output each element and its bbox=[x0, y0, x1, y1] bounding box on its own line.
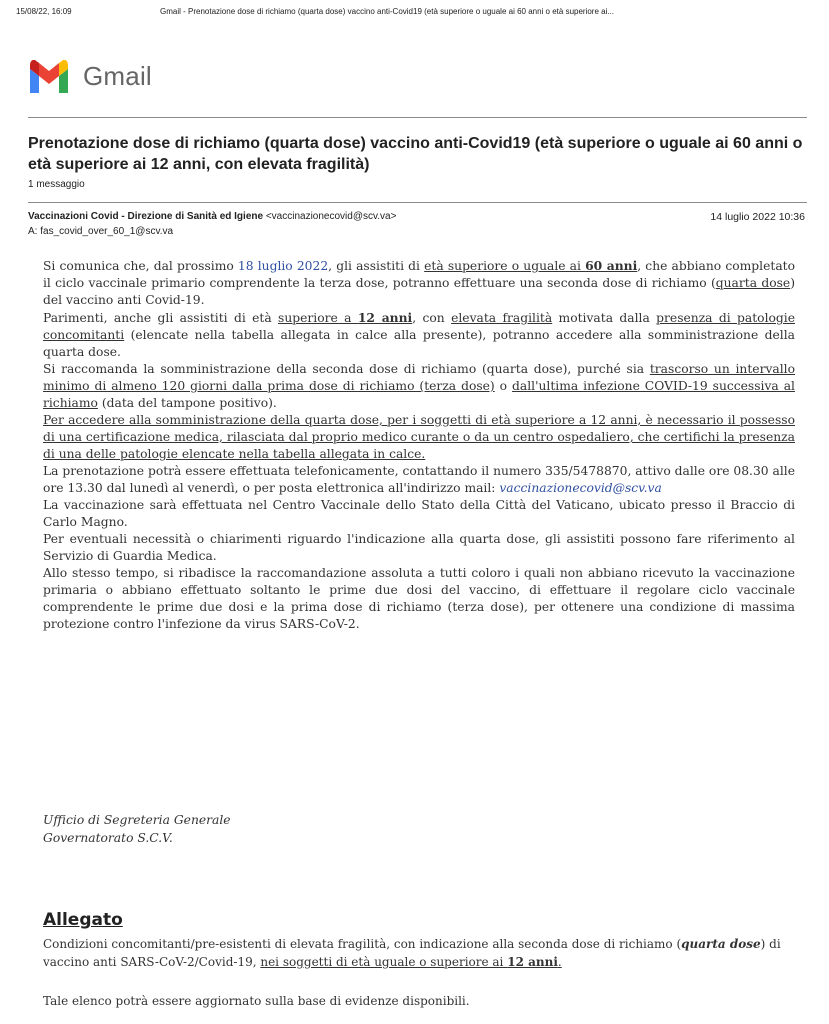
paragraph-4: Per accedere alla somministrazione della quarta dose, per i soggetti di età superiore a 12 anni, è necessario il possesso di una certificazione medica, rilasciata dal proprio medico curante o da un centro ospedaliero, che certifichi la presenza di una delle patologie elencate nella tabella allegata in calce. bbox=[43, 413, 795, 461]
sender-email: <vaccinazionecovid@scv.va> bbox=[265, 211, 397, 222]
email-date: 14 luglio 2022 10:36 bbox=[710, 211, 805, 223]
signature bbox=[43, 811, 231, 847]
sender-name: Vaccinazioni Covid - Direzione di Sanità ed Igiene bbox=[28, 211, 264, 222]
paragraph-3: Si raccomanda la somministrazione della seconda dose di richiamo (quarta dose), purché sia trascorso un intervallo minimo di almeno 120 giorni dalla prima dose di richiamo (terza dose) o dall'ultima infezione COVID-19 successiva al richiamo (data del tampone positivo). bbox=[43, 362, 796, 410]
paragraph-6: La vaccinazione sarà effettuata nel Centro Vaccinale dello Stato della Città del Vaticano, ubicato presso il Braccio di Carlo Magno. bbox=[43, 498, 795, 529]
paragraph-2: Parimenti, anche gli assistiti di età superiore a 12 anni, con elevata fragilità motivata dalla presenza di patologie concomitanti (elencate nella tabella allegata in calce alla presente), potranno accedere alla somministrazione della quarta dose. bbox=[43, 310, 796, 359]
paragraph-1: Si comunica che, dal prossimo 18 luglio 2022, gli assistiti di età superiore o uguale ai 60 anni, che abbiano completato il ciclo vaccinale primario comprendente la terza dose, potranno effettuare una seconda dose di richiamo (quarta dose) del vaccino anti Covid-19. bbox=[43, 258, 796, 307]
header-divider bbox=[28, 117, 807, 118]
paragraph-8: Allo stesso tempo, si ribadisce la raccomandazione assoluta a tutti coloro i quali non abbiano ricevuto la vaccinazione primaria o abbiano effettuato soltanto le prime due dosi del vaccino, di effettuare il regolare ciclo vaccinale comprendente le prime due dosi e la prima dose di richiamo (terza dose), per ottenere una condizione di massima protezione contro l'infezione da virus SARS-CoV-2. bbox=[43, 566, 795, 631]
contact-email-link[interactable]: vaccinazionecovid@scv.va bbox=[499, 481, 662, 495]
gmail-logo bbox=[27, 58, 152, 94]
message-count: 1 messaggio bbox=[28, 179, 85, 190]
gmail-m-logo-icon bbox=[27, 60, 71, 93]
print-header bbox=[16, 7, 816, 23]
paragraph-7: Per eventuali necessità o chiarimenti riguardo l'indicazione alla quarta dose, gli assistiti possono fare riferimento al Servizio di Guardia Medica. bbox=[43, 532, 795, 563]
attachment-note: Tale elenco potrà essere aggiornato sulla base di evidenze disponibili. bbox=[43, 994, 470, 1008]
subject-divider bbox=[28, 202, 807, 203]
signature-line-1: Ufficio di Segreteria Generale bbox=[43, 813, 231, 827]
paragraph-5: La prenotazione potrà essere effettuata telefonicamente, contattando il numero 335/5478870, attivo dalle ore 08.30 alle ore 13.30 dal lunedì al venerdì, o per posta elettronica all'indirizzo mail: vaccinazionecovid@scv.va bbox=[43, 464, 795, 495]
start-date: 18 luglio 2022 bbox=[237, 259, 329, 273]
email-body bbox=[43, 257, 795, 633]
attachment-description: Condizioni concomitanti/pre-esistenti di elevata fragilità, con indicazione alla seconda dose di richiamo (quarta dose) di vaccino anti SARS-CoV-2/Covid-19, nei soggetti di età uguale o superiore ai 12 anni. bbox=[43, 937, 781, 969]
attachment-title: Allegato bbox=[43, 910, 123, 930]
email-subject: Prenotazione dose di richiamo (quarta dose) vaccino anti-Covid19 (età superiore o uguale ai 60 anni o età superiore ai 12 anni, con elevata fragilità) bbox=[28, 135, 803, 173]
sender-line bbox=[28, 211, 396, 222]
signature-line-2: Governatorato S.C.V. bbox=[43, 831, 173, 845]
gmail-wordmark: Gmail bbox=[83, 60, 152, 91]
print-title: Gmail - Prenotazione dose di richiamo (quarta dose) vaccino anti-Covid19 (età superiore o uguale ai 60 anni o età superiore ai... bbox=[160, 7, 615, 16]
recipient-line: A: fas_covid_over_60_1@scv.va bbox=[28, 226, 174, 237]
print-datetime: 15/08/22, 16:09 bbox=[16, 7, 72, 16]
